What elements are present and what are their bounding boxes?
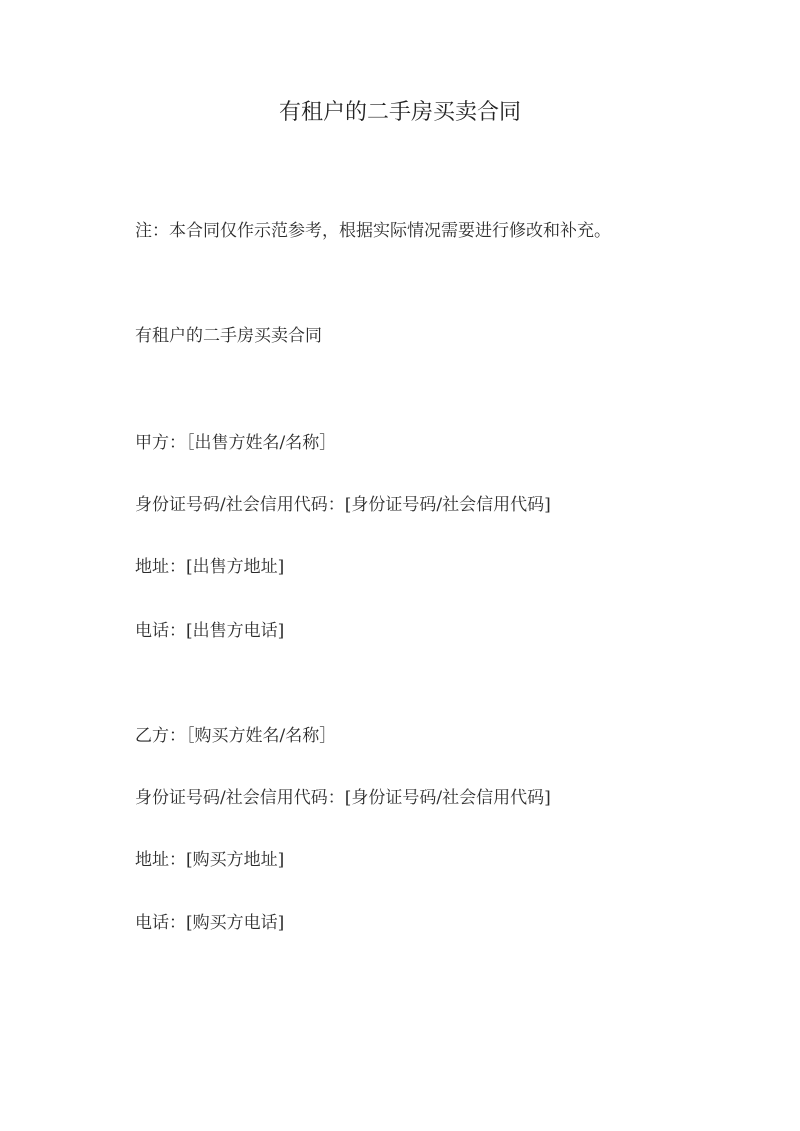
document-note: 注：本合同仅作示范参考，根据实际情况需要进行修改和补充。 — [135, 221, 611, 241]
party-b-id: 身份证号码/社会信用代码：[身份证号码/社会信用代码] — [135, 788, 551, 808]
party-b-address: 地址：[购买方地址] — [135, 850, 285, 870]
party-a-name: 甲方：［出售方姓名/名称］ — [135, 433, 337, 453]
document-subtitle: 有租户的二手房买卖合同 — [135, 326, 322, 346]
document-title: 有租户的二手房买卖合同 — [278, 100, 521, 125]
party-a-address: 地址：[出售方地址] — [135, 557, 285, 577]
party-a-id: 身份证号码/社会信用代码：[身份证号码/社会信用代码] — [135, 495, 551, 515]
party-b-phone: 电话：[购买方电话] — [135, 913, 285, 933]
party-a-phone: 电话：[出售方电话] — [135, 621, 285, 641]
party-b-name: 乙方：［购买方姓名/名称］ — [135, 726, 337, 746]
